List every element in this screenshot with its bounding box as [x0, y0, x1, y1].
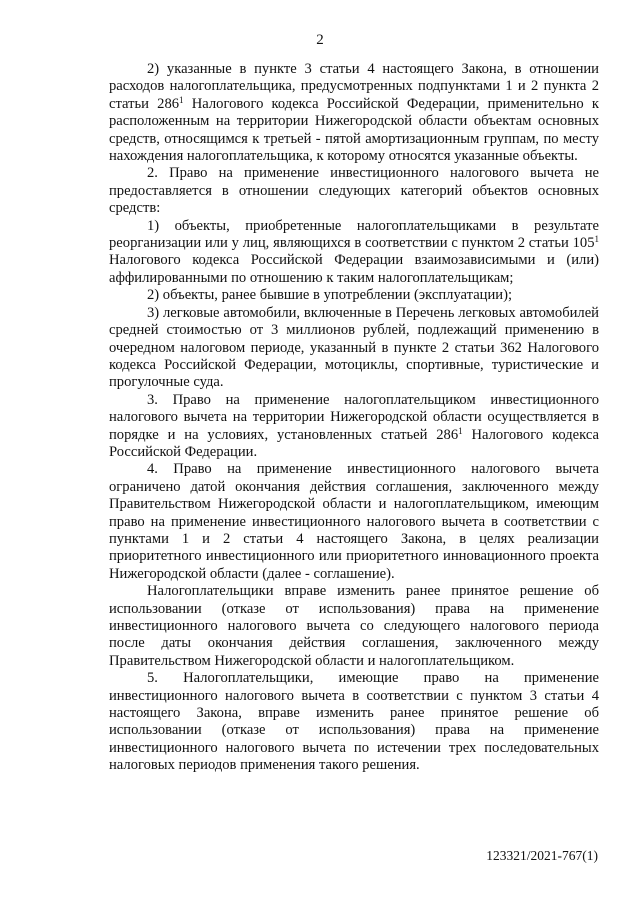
paragraph-point-2-1: 1) объекты, приобретенные налогоплательщиками в результате реорганизации или у лиц, являющихся в соответствии с пунктом 2 статьи $105^1$ Налогового кодекса Российской Федерации взаимозависимыми и (или) аффилированными по отношению к таким налогоплательщикам;	[109, 217, 599, 286]
document-code: 123321/2021-767(1)	[486, 848, 598, 863]
paragraph-2-2: 2) указанные в пункте 3 статьи 4 настоящего Закона, в отношении расходов налогоплательщика, предусмотренных подпунктами 1 и 2 пункта 2 статьи $286^1$ Налогового кодекса Российской Федерации, применительно к расположенным на территории Нижегородской области объектам основных средств, относящимся к третьей - пятой амортизационным группам, по месту нахождения налогоплательщика, к которому относятся указанные объекты.	[109, 61, 599, 165]
page-number: 2	[316, 32, 324, 48]
paragraph-point-5: 5. Налогоплательщики, имеющие право на применение инвестиционного налогового вычета в соответствии с пунктом 3 статьи 4 настоящего Закона, вправе изменить ранее принятое решение об использовании (отказе от использования) права на применение инвестиционного налогового вычета по истечении трех последовательных налоговых периодов применения такого решения.	[109, 670, 599, 774]
paragraph-point-4-continued: Налогоплательщики вправе изменить ранее принятое решение об использовании (отказе от использования) права на применение инвестиционного налогового вычета со следующего налогового периода после даты окончания действия соглашения, заключенного между Правительством Нижегородской области и налогоплательщиком.	[109, 583, 599, 669]
paragraph-point-2-2: 2) объекты, ранее бывшие в употреблении (эксплуатации);	[147, 287, 513, 304]
paragraph-point-4: 4. Право на применение инвестиционного налогового вычета ограничено датой окончания действия соглашения, заключенного между Правительством Нижегородской области и налогоплательщиком, имеющим право на применение инвестиционного налогового вычета в соответствии с пунктами 1 и 2 статьи 4 настоящего Закона, в целях реализации приоритетного инвестиционного или приоритетного инновационного проекта Нижегородской области (далее - соглашение).	[109, 461, 599, 582]
paragraph-point-2: 2. Право на применение инвестиционного налогового вычета не предоставляется в отношении следующих категорий объектов основных средств:	[109, 165, 599, 217]
document-body	[109, 61, 599, 775]
paragraph-point-3: 3. Право на применение налогоплательщиком инвестиционного налогового вычета на территории Нижегородской области осуществляется в порядке и на условиях, установленных статьей $286^1$ Налогового кодекса Российской Федерации.	[109, 391, 599, 460]
paragraph-point-2-3: 3) легковые автомобили, включенные в Перечень легковых автомобилей средней стоимостью от 3 миллионов рублей, подлежащий применению в очередном налоговом периоде, указанный в пункте 2 статьи 362 Налогового кодекса Российской Федерации, мотоциклы, спортивные, туристические и прогулочные суда.	[109, 304, 599, 391]
